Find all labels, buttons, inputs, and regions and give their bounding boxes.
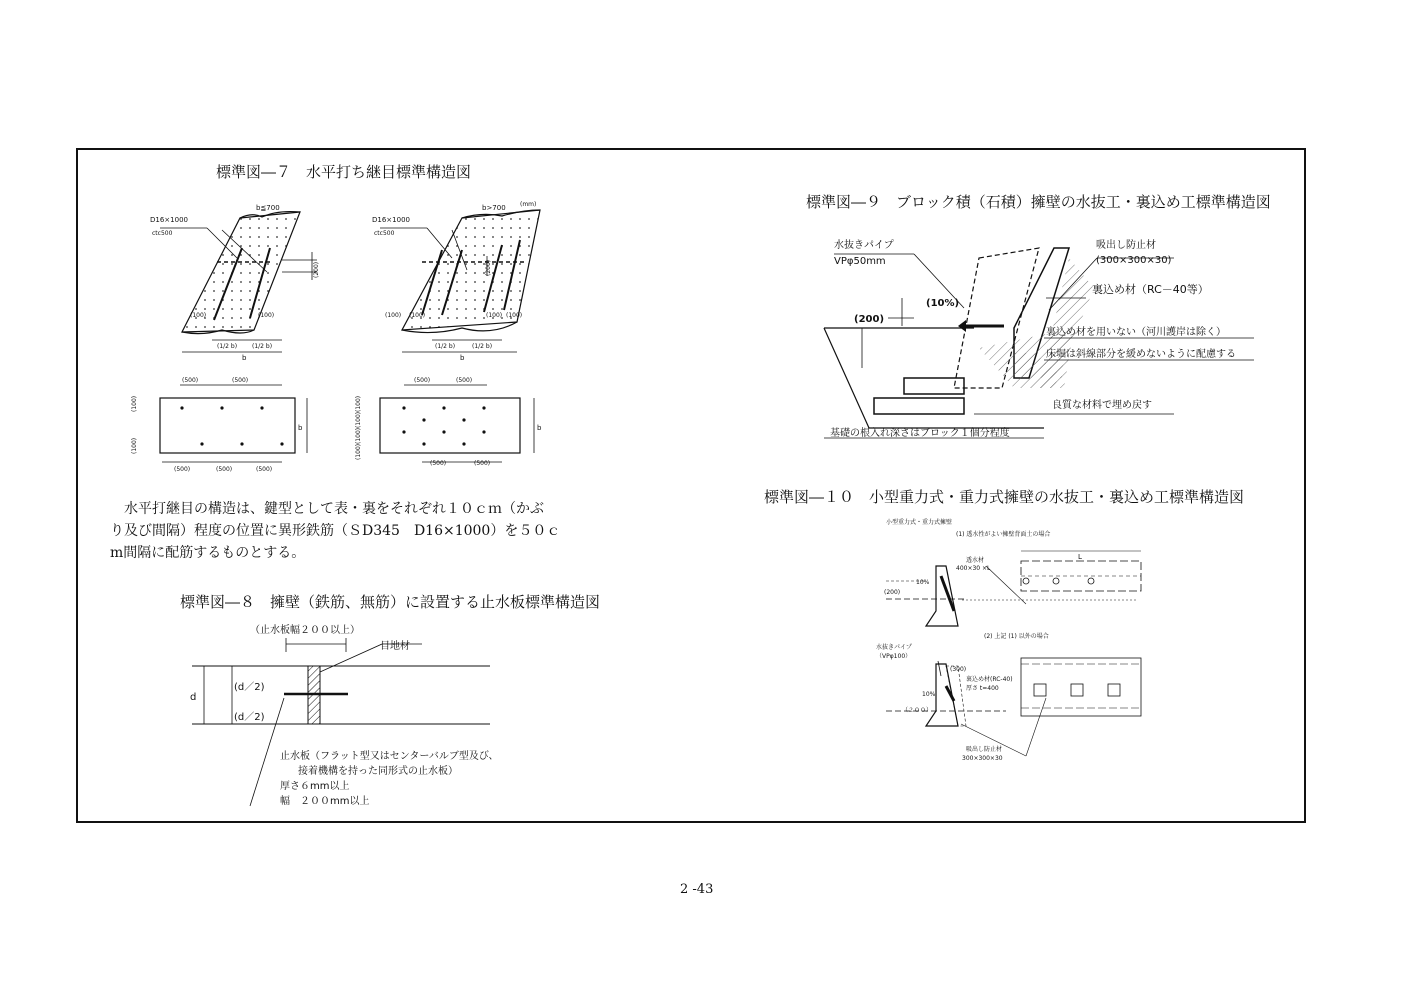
fig8-title: 標準図―８ 擁壁（鉄筋、無筋）に設置する止水板標準構造図	[180, 593, 601, 611]
fig7-l-b-label: b≦700	[256, 204, 280, 212]
fig7-paragraph	[110, 498, 580, 564]
fig9-no-backfill: 裏込め材を用いない（河川護岸は除く）	[1046, 327, 1226, 338]
fig10-perm-2: 400×30 ×L	[956, 565, 991, 572]
fig7-right-plan	[355, 377, 542, 467]
fig7-r-dim100c: (100)	[486, 312, 503, 319]
fig7-lp-bot500c: (500)	[256, 466, 273, 473]
fig7-l-b: b	[242, 354, 247, 362]
fig7-r-dim100a: (100)	[385, 312, 402, 319]
fig10-case1	[884, 518, 1141, 626]
fig8-joint-label: 目地材	[380, 641, 410, 652]
fig7-l-half-b: (1/2 b)	[252, 343, 273, 350]
fig8-d-half-b: (d／2)	[234, 712, 265, 723]
fig10-pipe-2: （VPφ100）	[876, 653, 912, 660]
fig7-l-ctc: ctc500	[152, 230, 173, 237]
fig10-pct-a: 10%	[916, 579, 930, 586]
fig7-l-d16: D16×1000	[150, 216, 188, 224]
fig10-case1: (1) 透水性がよい擁壁背面土の場合	[956, 531, 1051, 538]
fig7-rp-side100d: (100)	[355, 443, 362, 460]
fig7-lp-bot500a: (500)	[174, 466, 191, 473]
fig10-dim200b: （２００）	[902, 707, 933, 714]
fig7-r-dim200: (200)	[485, 259, 492, 276]
fig10-title: 標準図―１０ 小型重力式・重力式擁壁の水抜工・裏込め工標準構造図	[764, 488, 1245, 506]
fig7-right-section	[372, 201, 540, 362]
fig10-pct-b: 10%	[922, 691, 936, 698]
fig7-r-b-label: b>700	[482, 204, 506, 212]
fig10-prevent-1: 吸出し防止材	[966, 746, 1003, 753]
fig9-title: 標準図―９ ブロック積（石積）擁壁の水抜工・裏込め工標準構造図	[806, 193, 1271, 211]
fig7-paragraph-line: m間隔に配筋するものとする。	[110, 545, 306, 561]
fig7-l-dim100a: (100)	[190, 312, 207, 319]
fig7-lp-side100b: (100)	[131, 437, 138, 454]
fig9-good: 良質な材料で埋め戻す	[1052, 400, 1152, 411]
fig9-pipe-1: 水抜きパイプ	[834, 240, 894, 251]
fig7-lp-top500b: (500)	[232, 377, 249, 384]
fig7-svg	[122, 190, 567, 490]
fig9-slope: (10%)	[926, 298, 960, 309]
fig7-drawing	[122, 190, 567, 490]
fig10-back-2: 厚さ t=400	[966, 685, 999, 692]
fig8-d-label: d	[190, 692, 197, 703]
fig7-l-dim200: (200)	[313, 261, 320, 278]
fig7-paragraph-line: 水平打継目の構造は、鍵型として表・裏をそれぞれ１０ｃｍ（かぶ	[110, 501, 544, 517]
fig8-note-3: 厚さ６mm以上	[280, 781, 350, 792]
fig7-r-half-b: (1/2 b)	[472, 343, 493, 350]
fig8-note-2: 接着機構を持った同形式の止水板）	[298, 766, 458, 777]
fig7-lp-bot500b: (500)	[216, 466, 233, 473]
fig7-r-mm: (mm)	[520, 201, 537, 208]
fig7-left-plan	[131, 377, 307, 473]
fig10-dim300: (300)	[950, 666, 967, 673]
fig9-pipe-2: VPφ50mm	[834, 256, 886, 267]
fig8-svg	[172, 616, 532, 816]
fig7-rp-bot500b: (500)	[474, 460, 491, 467]
fig7-rp-side100a: (100)	[355, 395, 362, 412]
fig7-l-dim100b: (100)	[258, 312, 275, 319]
fig10-type-label: 小型重力式・重力式擁壁	[886, 519, 953, 526]
fig7-rp-side100c: (100)	[355, 427, 362, 444]
fig7-rp-b: b	[537, 424, 542, 432]
fig7-lp-b: b	[298, 424, 303, 432]
fig7-rp-top500b: (500)	[456, 377, 473, 384]
fig7-lp-side100a: (100)	[131, 395, 138, 412]
fig7-r-dim100d: (100)	[506, 312, 523, 319]
fig7-lp-top500a: (500)	[182, 377, 199, 384]
fig10-prevent-2: 300×300×30	[962, 755, 1003, 762]
fig7-paragraph-line: り及び間隔）程度の位置に異形鉄筋（ＳD345 D16×1000）を５０ｃ	[110, 523, 561, 539]
page-number: 2 -43	[680, 882, 714, 897]
fig8-d-half-a: (d／2)	[234, 682, 265, 693]
fig10-svg	[866, 516, 1166, 768]
fig7-r-dim100b: (100)	[409, 312, 426, 319]
fig8-note-4: 幅 ２００mm以上	[280, 796, 370, 807]
fig9-drawing	[814, 228, 1266, 454]
fig8-width-label: （止水板幅２００以上）	[250, 625, 360, 636]
fig9-prevent-1: 吸出し防止材	[1096, 240, 1156, 251]
fig10-case2	[876, 632, 1141, 762]
fig10-drawing	[866, 516, 1166, 768]
fig7-r-ctc: ctc500	[374, 230, 395, 237]
fig8-drawing	[172, 616, 532, 816]
fig7-rp-side100b: (100)	[355, 411, 362, 428]
fig7-left-section	[150, 204, 320, 362]
fig9-prevent-2: (300×300×30)	[1096, 255, 1172, 266]
fig7-l-half-a: (1/2 b)	[217, 343, 238, 350]
fig10-case2: (2) 上記 (1) 以外の場合	[984, 633, 1049, 640]
fig10-dim200a: (200)	[884, 589, 901, 596]
fig9-floor: 床堀は斜線部分を緩めないように配慮する	[1046, 349, 1236, 360]
fig7-r-b: b	[460, 354, 465, 362]
fig7-r-d16: D16×1000	[372, 216, 410, 224]
fig7-title: 標準図―７ 水平打ち継目標準構造図	[216, 163, 472, 181]
fig10-pipe-1: 水抜きパイプ	[876, 644, 912, 651]
fig9-base: 基礎の根入れ深さはブロック１個分程度	[830, 428, 1010, 439]
fig7-rp-top500a: (500)	[414, 377, 431, 384]
fig7-r-half-a: (1/2 b)	[435, 343, 456, 350]
fig8-note-1: 止水板（フラット型又はセンターバルブ型及び、	[280, 751, 499, 762]
fig10-back-1: 裏込め材(RC-40)	[966, 676, 1013, 683]
fig10-L: L	[1078, 553, 1082, 561]
fig9-dim200: (200)	[854, 314, 885, 325]
fig7-rp-bot500a: (500)	[430, 460, 447, 467]
fig9-backfill: 裏込め材（RC－40等）	[1092, 283, 1209, 296]
fig10-perm-1: 透水材	[966, 557, 985, 564]
fig9-svg	[814, 228, 1266, 454]
